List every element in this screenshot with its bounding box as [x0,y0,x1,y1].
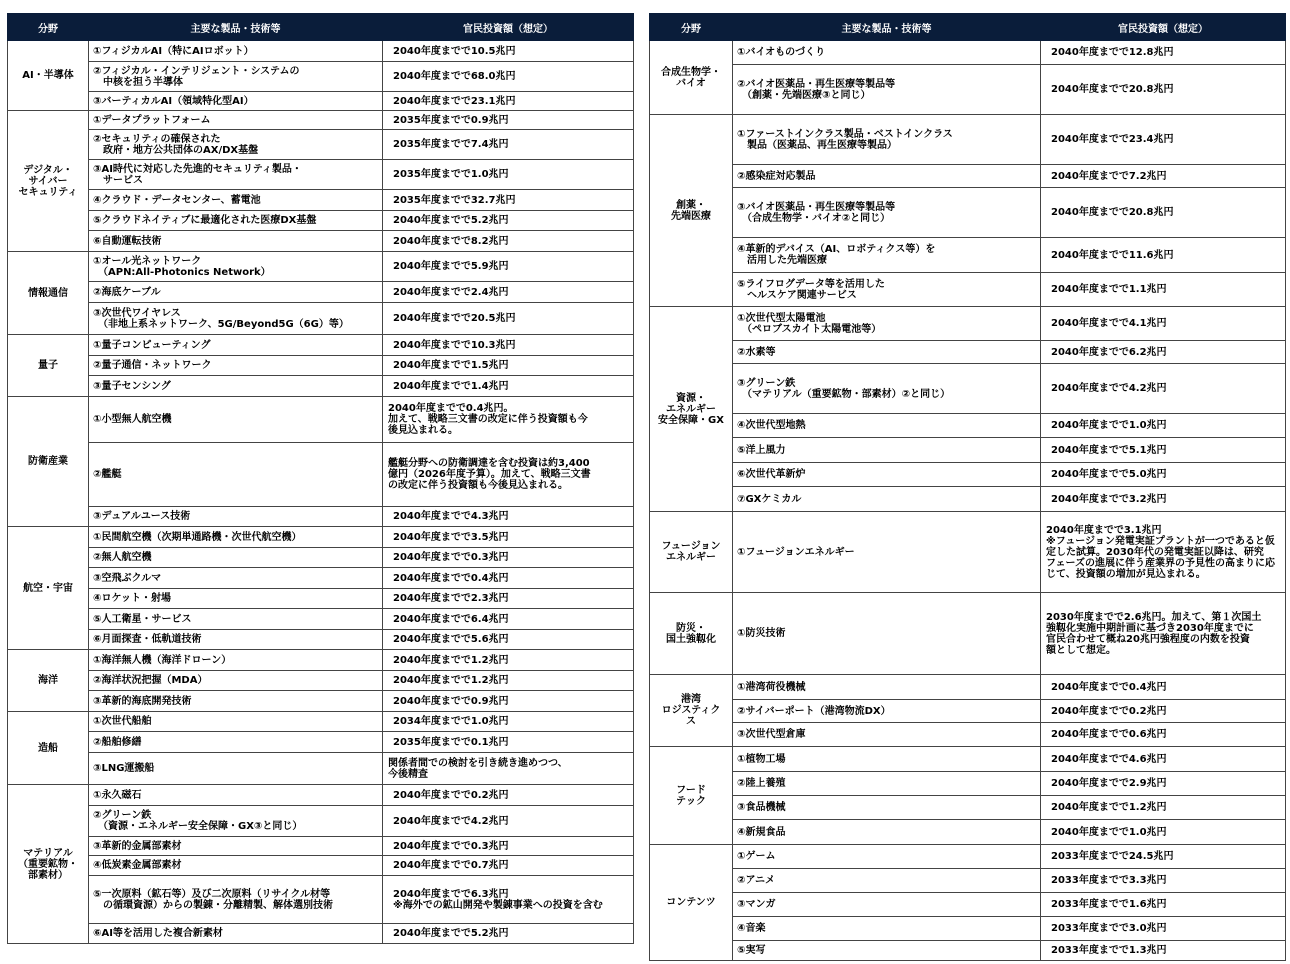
investment-cell: 2040年度までで8.2兆円 [383,231,634,252]
product-cell: ①次世代型太陽電池 （ペロブスカイト太陽電池等） [733,307,1041,341]
product-cell: ①ゲーム [733,845,1041,869]
table-row [8,630,634,650]
category-cell: デジタル・ サイバー セキュリティ [8,111,89,252]
table-row [650,65,1286,115]
investment-cell: 2040年度までで0.2兆円 [383,785,634,806]
investment-cell: 2040年度までで2.3兆円 [383,589,634,609]
investment-cell: 2040年度までで1.1兆円 [1041,273,1286,307]
table-row [650,341,1286,364]
investment-cell: 2040年度までで5.6兆円 [383,630,634,650]
category-cell: コンテンツ [650,845,733,961]
left-investment-table [7,13,634,944]
investment-cell: 2035年度までで0.9兆円 [383,111,634,130]
product-cell: ③マンガ [733,893,1041,917]
investment-cell: 2040年度までで6.2兆円 [1041,341,1286,364]
product-cell: ⑥月面探査・低軌道技術 [89,630,383,650]
table-row [8,856,634,876]
category-cell: フュージョン エネルギー [650,512,733,593]
table-row [650,165,1286,188]
investment-cell: 2035年度までで0.1兆円 [383,732,634,753]
table-row [8,924,634,944]
investment-cell: 2040年度までで23.4兆円 [1041,115,1286,165]
investment-cell: 2040年度までで5.2兆円 [383,924,634,944]
investment-cell: 2035年度までで32.7兆円 [383,190,634,211]
product-cell: ②水素等 [733,341,1041,364]
table-row [8,568,634,589]
product-cell: ③バイオ医薬品・再生医療等製品等 （合成生物学・バイオ②と同じ） [733,188,1041,238]
product-cell: ①オール光ネットワーク （APN:All-Photonics Network） [89,252,383,282]
product-cell: ⑤クラウドネイティブに最適化された医療DX基盤 [89,211,383,231]
category-cell: 資源・ エネルギー 安全保障・GX [650,307,733,512]
investment-cell: 2030年度までで2.6兆円。加えて、第１次国土 強靱化実施中期計画に基づき2030年度までに 官民合わせて概ね20兆円強程度の内数を投資 額として想定。 [1041,593,1286,675]
investment-cell: 2040年度までで5.1兆円 [1041,438,1286,463]
header-row [650,14,1286,41]
product-cell: ④低炭素金属部素材 [89,856,383,876]
investment-cell: 2040年度までで6.3兆円 ※海外での鉱山開発や製錬事業への投資を含む [383,876,634,924]
table-row [650,364,1286,414]
investment-cell: 関係者間での検討を引き続き進めつつ、 今後精査 [383,753,634,785]
investment-cell: 2040年度までで4.2兆円 [383,806,634,837]
product-cell: ④音楽 [733,917,1041,941]
category-cell: AI・半導体 [8,41,89,111]
investment-cell: 2034年度までで1.0兆円 [383,712,634,732]
product-cell: ④次世代型地熱 [733,414,1041,438]
product-cell: ③空飛ぶクルマ [89,568,383,589]
product-cell: ④ロケット・射場 [89,589,383,609]
table-row [650,307,1286,341]
product-cell: ②陸上養殖 [733,772,1041,796]
investment-cell: 2040年度までで0.4兆円 [383,568,634,589]
table-row [8,837,634,856]
investment-cell: 2040年度までで0.2兆円 [1041,700,1286,723]
category-cell: 防災・ 国土強靱化 [650,593,733,675]
table-row [8,876,634,924]
category-header: 分野 [8,14,89,41]
category-cell: 情報通信 [8,252,89,335]
product-cell: ⑥AI等を活用した複合新素材 [89,924,383,944]
table-row [8,111,634,130]
investment-cell: 2040年度までで4.3兆円 [383,507,634,527]
category-cell: 港湾 ロジスティク ス [650,675,733,747]
table-row [8,303,634,335]
table-row [8,252,634,282]
product-cell: ③次世代ワイヤレス （非地上系ネットワーク、5G/Beyond5G（6G）等） [89,303,383,335]
table-row [650,772,1286,796]
investment-cell: 2040年度までで0.4兆円。 加えて、戦略三文書の改定に伴う投資額も今 後見込まれる。 [383,397,634,443]
table-row [650,747,1286,772]
table-row [8,130,634,160]
product-cell: ③グリーン鉄 （マテリアル（重要鉱物・部素材）②と同じ） [733,364,1041,414]
investment-cell: 2040年度までで5.9兆円 [383,252,634,282]
product-cell: ⑤洋上風力 [733,438,1041,463]
table-row [650,463,1286,487]
investment-cell: 2040年度までで11.6兆円 [1041,238,1286,273]
product-cell: ⑤人工衛星・サービス [89,609,383,630]
investment-cell: 2040年度までで0.7兆円 [383,856,634,876]
investment-cell: 2040年度までで1.2兆円 [383,650,634,671]
table-row [8,527,634,548]
investment-cell: 2040年度までで5.2兆円 [383,211,634,231]
product-cell: ⑤ライフログデータ等を活用した ヘルスケア関連サービス [733,273,1041,307]
product-cell: ③革新的金属部素材 [89,837,383,856]
product-cell: ②グリーン鉄 （資源・エネルギー安全保障・GX③と同じ） [89,806,383,837]
investment-cell: 2033年度までで1.3兆円 [1041,941,1286,961]
investment-cell: 2040年度までで3.2兆円 [1041,487,1286,512]
investment-cell: 2033年度までで24.5兆円 [1041,845,1286,869]
product-cell: ⑦GXケミカル [733,487,1041,512]
investment-cell: 2040年度までで23.1兆円 [383,92,634,111]
table-row [8,376,634,397]
investment-cell: 2040年度までで0.3兆円 [383,548,634,568]
product-cell: ②サイバーポート（港湾物流DX） [733,700,1041,723]
table-row [8,671,634,691]
product-cell: ①永久磁石 [89,785,383,806]
table-row [650,115,1286,165]
table-row [8,589,634,609]
investment-cell: 2040年度までで0.3兆円 [383,837,634,856]
investment-cell: 2033年度までで3.0兆円 [1041,917,1286,941]
table-row [8,282,634,303]
investment-cell: 2040年度までで3.5兆円 [383,527,634,548]
investment-cell: 2035年度までで7.4兆円 [383,130,634,160]
investment-cell: 2040年度までで20.5兆円 [383,303,634,335]
table-row [650,487,1286,512]
table-row [650,917,1286,941]
category-cell: 海洋 [8,650,89,712]
table-row [8,785,634,806]
investment-cell: 2040年度までで1.0兆円 [1041,414,1286,438]
product-cell: ①バイオものづくり [733,41,1041,65]
table-row [8,41,634,62]
product-cell: ③デュアルユース技術 [89,507,383,527]
product-cell: ②量子通信・ネットワーク [89,356,383,376]
table-row [650,512,1286,593]
category-cell: 合成生物学・ バイオ [650,41,733,115]
table-row [8,160,634,190]
table-row [650,723,1286,747]
category-cell: 航空・宇宙 [8,527,89,650]
investment-cell: 2040年度までで2.4兆円 [383,282,634,303]
product-cell: ①ファーストインクラス製品・ベストインクラス 製品（医薬品、再生医療等製品） [733,115,1041,165]
product-cell: ⑥自動運転技術 [89,231,383,252]
investment-cell: 2040年度までで1.2兆円 [383,671,634,691]
investment-cell: 2040年度までで6.4兆円 [383,609,634,630]
table-row [8,211,634,231]
investment-cell: 2040年度までで0.4兆円 [1041,675,1286,700]
investment-cell: 2040年度までで0.6兆円 [1041,723,1286,747]
category-cell: フード テック [650,747,733,845]
product-cell: ①次世代船舶 [89,712,383,732]
table-row [8,92,634,111]
table-row [650,238,1286,273]
category-cell: 造船 [8,712,89,785]
category-cell: 創薬・ 先端医療 [650,115,733,307]
product-cell: ①量子コンピューティング [89,335,383,356]
table-row [8,62,634,92]
product-cell: ②アニメ [733,869,1041,893]
table-row [650,41,1286,65]
investment-cell: 2040年度までで0.9兆円 [383,691,634,712]
product-cell: ①海洋無人機（海洋ドローン） [89,650,383,671]
product-cell: ①民間航空機（次期単通路機・次世代航空機） [89,527,383,548]
investment-cell: 艦艇分野への防衛調達を含む投資は約3,400 億円（2026年度予算）。加えて、戦略三文書 の改定に伴う投資額も今後見込まれる。 [383,443,634,507]
table-row [650,273,1286,307]
table-row [8,806,634,837]
investment-cell: 2040年度までで1.0兆円 [1041,820,1286,845]
table-row [8,190,634,211]
investment-cell: 2040年度までで20.8兆円 [1041,188,1286,238]
product-cell: ②バイオ医薬品・再生医療等製品等 （創薬・先端医療③と同じ） [733,65,1041,115]
product-cell: ①港湾荷役機械 [733,675,1041,700]
table-row [650,188,1286,238]
product-cell: ⑤実写 [733,941,1041,961]
investment-cell: 2040年度までで4.6兆円 [1041,747,1286,772]
product-cell: ④新規食品 [733,820,1041,845]
table-row [8,650,634,671]
investment-cell: 2033年度までで3.3兆円 [1041,869,1286,893]
product-cell: ④革新的デバイス（AI、ロボティクス等）を 活用した先端医療 [733,238,1041,273]
investment-cell: 2040年度までで1.5兆円 [383,356,634,376]
investment-header: 官民投資額（想定） [383,14,634,41]
investment-cell: 2040年度までで1.2兆円 [1041,796,1286,820]
table-row [8,335,634,356]
product-cell: ④クラウド・データセンター、蓄電池 [89,190,383,211]
table-row [650,438,1286,463]
table-row [650,869,1286,893]
investment-cell: 2040年度までで20.8兆円 [1041,65,1286,115]
product-cell: ①植物工場 [733,747,1041,772]
product-cell: ②海洋状況把握（MDA） [89,671,383,691]
investment-cell: 2040年度までで5.0兆円 [1041,463,1286,487]
product-header: 主要な製品・技術等 [733,14,1041,41]
table-row [8,356,634,376]
product-header: 主要な製品・技術等 [89,14,383,41]
header-row [8,14,634,41]
table-row [650,675,1286,700]
product-cell: ①データプラットフォーム [89,111,383,130]
product-cell: ①小型無人航空機 [89,397,383,443]
investment-cell: 2033年度までで1.6兆円 [1041,893,1286,917]
investment-cell: 2040年度までで4.1兆円 [1041,307,1286,341]
product-cell: ③食品機械 [733,796,1041,820]
product-cell: ②感染症対応製品 [733,165,1041,188]
investment-cell: 2040年度までで4.2兆円 [1041,364,1286,414]
table-row [8,548,634,568]
table-row [650,820,1286,845]
table-row [8,732,634,753]
product-cell: ②海底ケーブル [89,282,383,303]
investment-cell: 2040年度までで10.5兆円 [383,41,634,62]
table-row [8,691,634,712]
table-row [650,414,1286,438]
table-row [8,712,634,732]
table-row [650,893,1286,917]
product-cell: ②フィジカル・インテリジェント・システムの 中核を担う半導体 [89,62,383,92]
product-cell: ①フィジカルAI（特にAIロボット） [89,41,383,62]
product-cell: ③AI時代に対応した先進的セキュリティ製品・ サービス [89,160,383,190]
table-row [650,700,1286,723]
product-cell: ③LNG運搬船 [89,753,383,785]
investment-cell: 2040年度までで2.9兆円 [1041,772,1286,796]
investment-cell: 2040年度までで68.0兆円 [383,62,634,92]
product-cell: ②セキュリティの確保された 政府・地方公共団体のAX/DX基盤 [89,130,383,160]
category-cell: マテリアル （重要鉱物・ 部素材） [8,785,89,944]
category-header: 分野 [650,14,733,41]
table-row [8,753,634,785]
category-cell: 防衛産業 [8,397,89,527]
product-cell: ③バーティカルAI（領域特化型AI） [89,92,383,111]
product-cell: ③次世代型倉庫 [733,723,1041,747]
table-row [8,507,634,527]
product-cell: ⑥次世代革新炉 [733,463,1041,487]
investment-header: 官民投資額（想定） [1041,14,1286,41]
product-cell: ②船舶修繕 [89,732,383,753]
table-row [8,443,634,507]
product-cell: ②艦艇 [89,443,383,507]
right-table-body [650,41,1286,961]
investment-cell: 2040年度までで1.4兆円 [383,376,634,397]
table-row [650,796,1286,820]
investment-cell: 2040年度までで7.2兆円 [1041,165,1286,188]
product-cell: ①フュージョンエネルギー [733,512,1041,593]
table-row [650,941,1286,961]
table-row [8,231,634,252]
product-cell: ②無人航空機 [89,548,383,568]
left-table-body [8,41,634,944]
product-cell: ③革新的海底開発技術 [89,691,383,712]
table-row [8,609,634,630]
product-cell: ③量子センシング [89,376,383,397]
table-row [650,593,1286,675]
right-investment-table [649,13,1286,961]
table-row [650,845,1286,869]
category-cell: 量子 [8,335,89,397]
table-row [8,397,634,443]
product-cell: ⑤一次原料（鉱石等）及び二次原料（リサイクル材等 の循環資源）からの製錬・分離精製、解体選別技術 [89,876,383,924]
investment-cell: 2040年度までで3.1兆円 ※フュージョン発電実証プラントが一つであると仮 定した試算。2030年代の発電実証以降は、研究 フェーズの進展に伴う産業界の予見性の高まりに応 じて、投資額の増加が見込まれる。 [1041,512,1286,593]
product-cell: ①防災技術 [733,593,1041,675]
investment-cell: 2040年度までで10.3兆円 [383,335,634,356]
investment-cell: 2040年度までで12.8兆円 [1041,41,1286,65]
investment-cell: 2035年度までで1.0兆円 [383,160,634,190]
